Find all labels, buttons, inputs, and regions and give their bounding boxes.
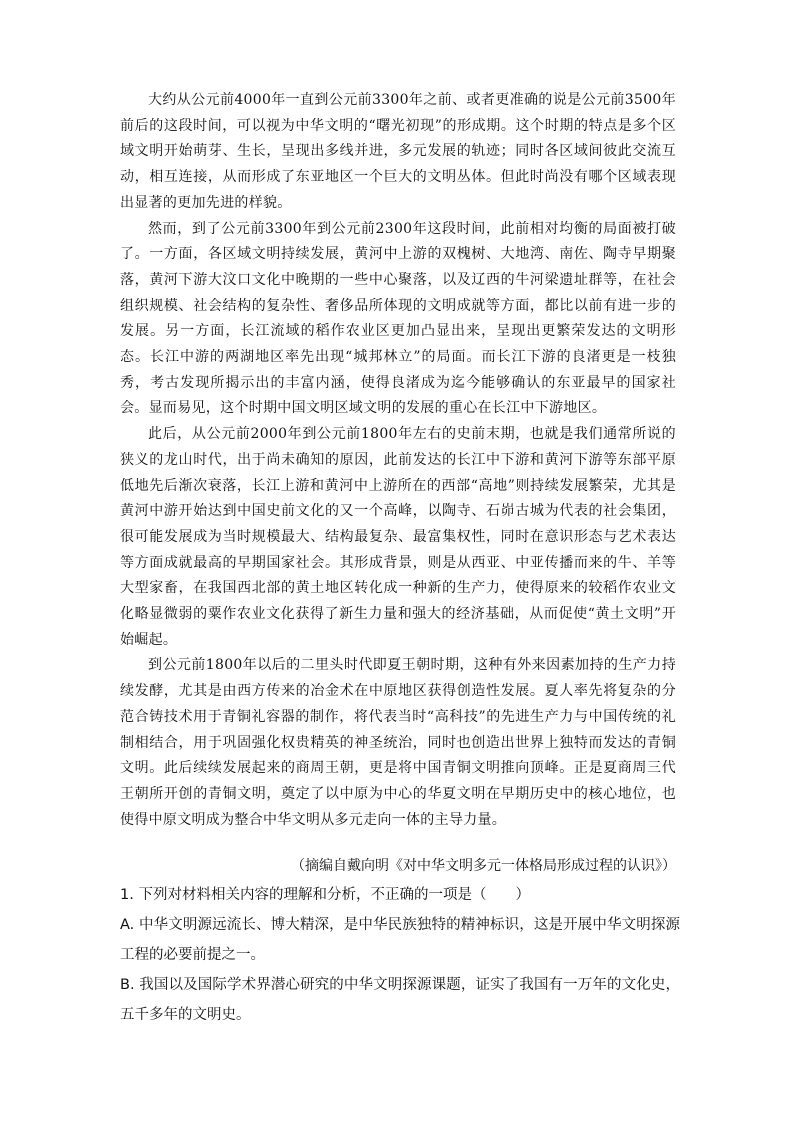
question-block: [120, 880, 680, 1030]
paragraph-3: 此后，从公元前2000年到公元前1800年左右的史前末期，也就是我们通常所说的狭义的龙山时代，出于尚未确知的原因，此前发达的长江中下游和黄河下游等东部平原低地先后渐次衰落，长江上游和黄河中上游所在的西部“高地”则持续发展繁荣，尤其是黄河中游开始达到中国史前文化的又一个高峰，以陶寺、石峁古城为代表的社会集团，很可能发展成为当时规模最大、结构最复杂、最富集权性，同时在意识形态与艺术表达等方面成就最高的早期国家社会。其形成背景，则是从西亚、中亚传播而来的牛、羊等大型家畜，在我国西北部的黄土地区转化成一种新的生产力，使得原来的较稻作农业文化略显微弱的粟作农业文化获得了新生力量和强大的经济基础，从而促使“黄土文明”开始崛起。: [120, 426, 676, 648]
paragraph-2: 然而，到了公元前3300年到公元前2300年这段时间，此前相对均衡的局面被打破了。一方面，各区域文明持续发展，黄河中上游的双槐树、大地湾、南佐、陶寺早期聚落，黄河下游大汶口文化中晚期的一些中心聚落，以及辽西的牛河梁遗址群等，在社会组织规模、社会结构的复杂性、奢侈品所体现的文明成就等方面，都比以前有进一步的发展。另一方面，长江流域的稻作农业区更加凸显出来，呈现出更繁荣发达的文明形态。长江中游的两湖地区率先出现“城邦林立”的局面。而长江下游的良渚更是一枝独秀，考古发现所揭示出的丰富内涵，使得良渚成为迄今能够确认的东亚最早的国家社会。显而易见，这个时期中国文明区域文明的发展的重心在长江中下游地区。: [120, 220, 676, 417]
source-citation: （摘编自戴向明《对中华文明多元一体格局形成过程的认识》）: [291, 858, 676, 874]
option-b: B. 我国以及国际学术界潜心研究的中华文明探源课题，证实了我国有一万年的文化史，五千多年的文明史。: [120, 977, 680, 1023]
paragraph-4: 到公元前1800年以后的二里头时代即夏王朝时期，这种有外来因素加持的生产力持续发酵，尤其是由西方传来的冶金术在中原地区获得创造性发展。夏人率先将复杂的分范合铸技术用于青铜礼容器的制作，将代表当时“高科技”的先进生产力与中国传统的礼制相结合，用于巩固强化权贵精英的神圣统治，同时也创造出世界上独特而发达的青铜文明。此后续续发展起来的商周王朝，更是将中国青铜文明推向顶峰。正是夏商周三代王朝所开创的青铜文明，奠定了以中原为中心的华夏文明在早期历史中的核心地位，也使得中原文明成为整合中华文明从多元走向一体的主导力量。: [120, 657, 676, 828]
option-a: A. 中华文明源远流长、博大精深，是中华民族独特的精神标识，这是开展中华文明探源工程的必要前提之一。: [120, 917, 680, 963]
question-1-stem: 1. 下列对材料相关内容的理解和分析，不正确的一项是（ ）: [120, 887, 530, 903]
paragraph-1: 大约从公元前4000年一直到公元前3300年之前、或者更准确的说是公元前3500年前后的这段时间，可以视为中华文明的“曙光初现”的形成期。这个时期的特点是多个区域文明开始萌芽、生长，呈现出多线并进，多元发展的轨迹；同时各区域间彼此交流互动，相互连接，从而形成了东亚地区一个巨大的文明丛体。但此时尚没有哪个区域表现出显著的更加先进的样貌。: [120, 92, 676, 211]
reading-passage: [120, 88, 676, 833]
